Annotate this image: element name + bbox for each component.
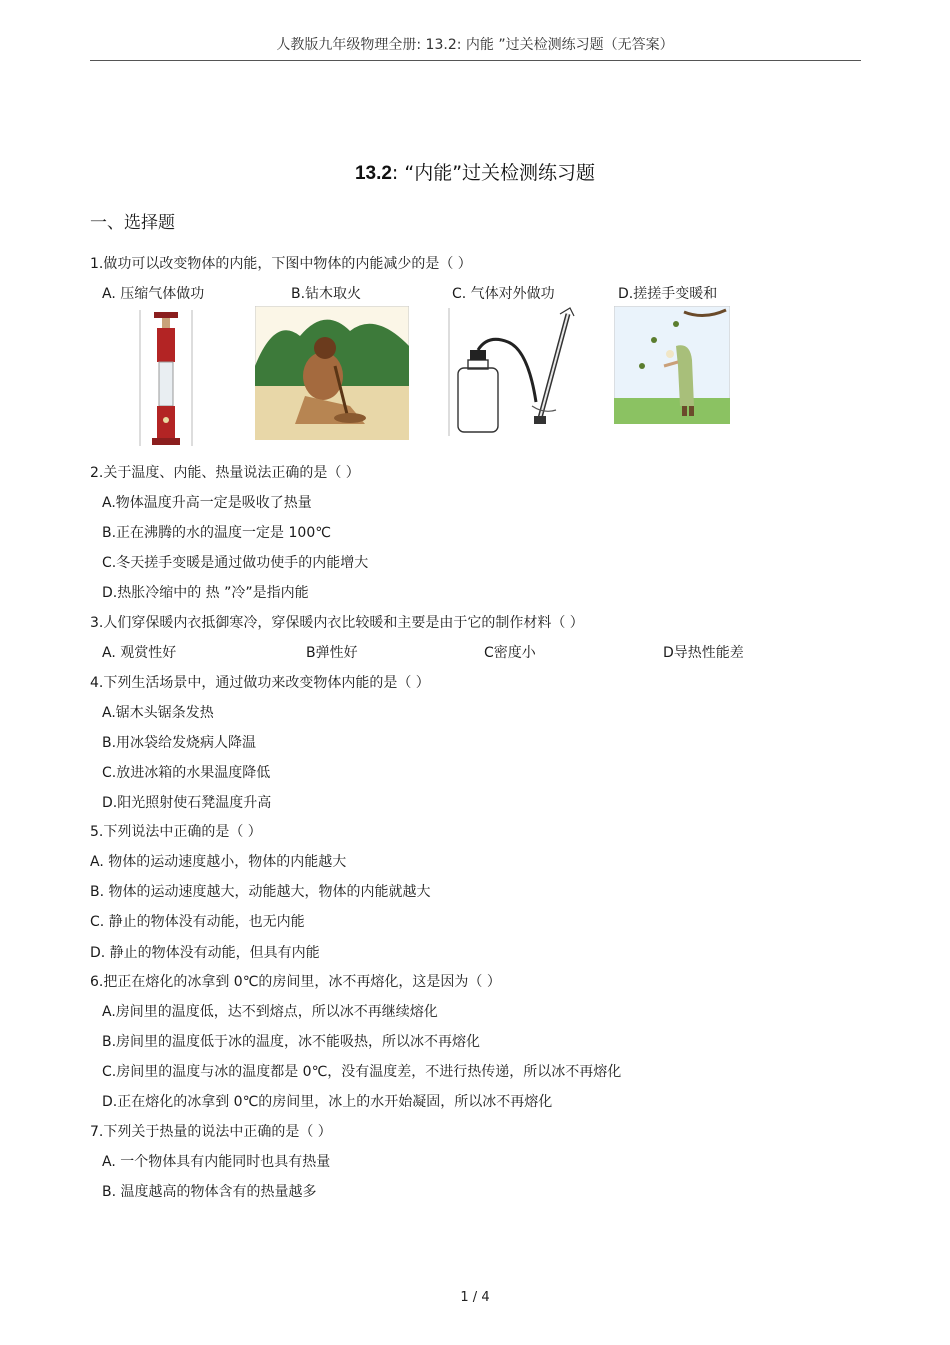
q3-option-c: C密度小 <box>484 645 536 661</box>
q3-option-d: D导热性能差 <box>663 645 744 661</box>
q1-option-b: B.钻木取火 <box>291 286 362 302</box>
figure-c-gas-doing-work <box>448 306 576 438</box>
q6-option-a: A.房间里的温度低，达不到熔点，所以冰不再继续熔化 <box>102 1004 438 1020</box>
question-6: 6.把正在熔化的冰拿到 0℃的房间里，冰不再熔化，这是因为（ ） <box>90 974 501 990</box>
page-header: 人教版九年级物理全册: 13.2: 内能 ”过关检测练习题（无答案） <box>276 37 674 53</box>
figure-b-drilling-wood-fire <box>255 306 409 440</box>
q3-option-b: B弹性好 <box>306 645 358 661</box>
title-text: : “内能”过关检测练习题 <box>391 162 596 184</box>
q1-option-a: A. 压缩气体做功 <box>102 286 205 302</box>
q1-option-d: D.搓搓手变暖和 <box>618 286 718 302</box>
figure-a-compression-cylinder <box>138 308 194 448</box>
question-5: 5.下列说法中正确的是（ ） <box>90 824 262 840</box>
title-number: 13.2 <box>354 163 392 184</box>
page-title <box>0 158 950 185</box>
q4-option-c: C.放进冰箱的水果温度降低 <box>102 765 271 781</box>
q4-option-b: B.用冰袋给发烧病人降温 <box>102 735 257 751</box>
q5-option-c: C. 静止的物体没有动能，也无内能 <box>90 914 305 930</box>
q3-option-a: A. 观赏性好 <box>102 645 177 661</box>
page-number: 1 / 4 <box>460 1290 490 1305</box>
q6-option-b: B.房间里的温度低于冰的温度，冰不能吸热，所以冰不再熔化 <box>102 1034 481 1050</box>
q1-option-c: C. 气体对外做功 <box>452 286 555 302</box>
q5-option-d: D. 静止的物体没有动能，但具有内能 <box>90 945 320 961</box>
q7-option-b: B. 温度越高的物体含有的热量越多 <box>102 1184 317 1200</box>
q2-option-d: D.热胀冷缩中的 热 ”冷”是指内能 <box>102 585 309 601</box>
q2-option-b: B.正在沸腾的水的温度一定是 100℃ <box>102 525 331 541</box>
q5-option-a: A. 物体的运动速度越小，物体的内能越大 <box>90 854 347 870</box>
q5-option-b: B. 物体的运动速度越大，动能越大，物体的内能就越大 <box>90 884 431 900</box>
q4-option-d: D.阳光照射使石凳温度升高 <box>102 795 272 811</box>
q7-option-a: A. 一个物体具有内能同时也具有热量 <box>102 1154 331 1170</box>
q6-option-d: D.正在熔化的冰拿到 0℃的房间里，冰上的水开始凝固，所以冰不再熔化 <box>102 1094 553 1110</box>
q2-option-c: C.冬天搓手变暖是通过做功使手的内能增大 <box>102 555 369 571</box>
header-rule <box>90 60 861 61</box>
question-7: 7.下列关于热量的说法中正确的是（ ） <box>90 1124 332 1140</box>
q4-option-a: A.锯木头锯条发热 <box>102 705 214 721</box>
q6-option-c: C.房间里的温度与冰的温度都是 0℃，没有温度差，不进行热传递，所以冰不再熔化 <box>102 1064 622 1080</box>
question-1: 1.做功可以改变物体的内能，下图中物体的内能减少的是（ ） <box>90 256 472 272</box>
q2-option-a: A.物体温度升高一定是吸收了热量 <box>102 495 312 511</box>
figure-d-rubbing-hands <box>614 306 730 424</box>
section-heading: 一、选择题 <box>90 213 175 233</box>
question-3: 3.人们穿保暖内衣抵御寒冷，穿保暖内衣比较暖和主要是由于它的制作材料（ ） <box>90 615 584 631</box>
question-2: 2.关于温度、内能、热量说法正确的是（ ） <box>90 465 360 481</box>
question-4: 4.下列生活场景中，通过做功来改变物体内能的是（ ） <box>90 675 430 691</box>
